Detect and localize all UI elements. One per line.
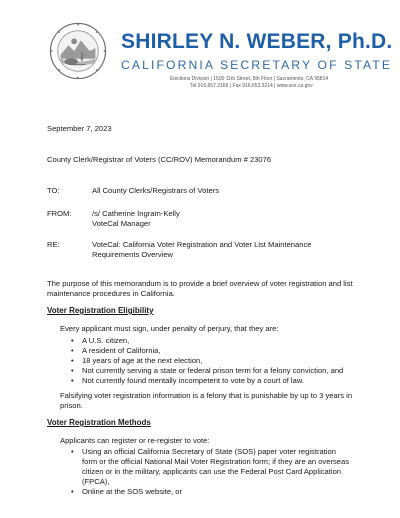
letterhead-contact: Tel 916.657.2166 | Fax 916.653.3214 | www.sos.ca.gov bbox=[190, 83, 313, 89]
eligibility-item: • Not currently found mentally incompetent to vote by a court of law. bbox=[60, 376, 380, 386]
methods-item: • Using an official California Secretary of State (SOS) paper voter registration form or the official National Mail Voter Registration form; if they are an overseas citizen or in the military, applicants can use the Federal Post Card Application (FPCA), bbox=[60, 447, 350, 487]
eligibility-item: • Not currently serving a state or federal prison term for a felony conviction, and bbox=[60, 366, 380, 376]
from-label: FROM: bbox=[47, 209, 72, 218]
to-value: All County Clerks/Registrars of Voters bbox=[92, 186, 220, 195]
letterhead-address: Elections Division | 1500 11th Street, 5th Floor | Sacramento, CA 95814 bbox=[170, 76, 329, 82]
methods-item: • Online at the SOS website, or bbox=[60, 487, 350, 497]
letterhead-title: CALIFORNIA SECRETARY OF STATE bbox=[121, 58, 393, 72]
re-value-line-2: Requirements Overview bbox=[92, 250, 174, 259]
eligibility-lead: Every applicant must sign, under penalty of perjury, that they are: bbox=[60, 324, 279, 333]
methods-lead: Applicants can register or re-register to vote: bbox=[60, 436, 210, 445]
from-value: /s/ Catherine Ingram-Kelly bbox=[92, 209, 180, 218]
eligibility-item: • A U.S. citizen, bbox=[60, 336, 380, 346]
from-title: VoteCal Manager bbox=[92, 219, 151, 228]
memo-reference: County Clerk/Registrar of Voters (CC/ROV) Memorandum # 23076 bbox=[47, 155, 272, 164]
memo-from-row bbox=[47, 209, 377, 229]
eligibility-item: • A resident of California, bbox=[60, 346, 380, 356]
eligibility-list bbox=[60, 336, 380, 386]
memo-date: September 7, 2023 bbox=[47, 124, 112, 133]
methods-heading: Voter Registration Methods bbox=[47, 418, 151, 427]
methods-list bbox=[60, 447, 350, 497]
re-value-line-1: VoteCal: California Voter Registration and Voter List Maintenance bbox=[92, 240, 312, 249]
eligibility-note: Falsifying voter registration information is a felony that is punishable by up to 3 years in prison. bbox=[60, 391, 353, 410]
eligibility-item: • 18 years of age at the next election, bbox=[60, 356, 380, 366]
eligibility-heading: Voter Registration Eligibility bbox=[47, 306, 154, 315]
to-label: TO: bbox=[47, 186, 60, 195]
california-state-seal bbox=[49, 22, 107, 80]
re-label: RE: bbox=[47, 240, 60, 249]
letterhead-name: SHIRLEY N. WEBER, Ph.D. bbox=[121, 30, 393, 53]
memo-re-row bbox=[47, 240, 377, 260]
intro-paragraph: The purpose of this memorandum is to provide a brief overview of voter registration and list maintenance procedures in California. bbox=[47, 279, 353, 298]
memo-to-row bbox=[47, 186, 377, 196]
